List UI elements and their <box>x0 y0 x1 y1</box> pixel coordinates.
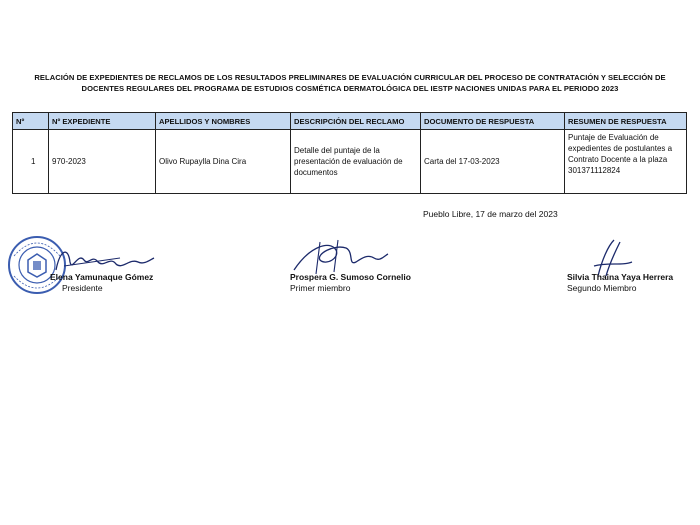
cell-documento: Carta del 17-03-2023 <box>421 130 565 194</box>
signatory-1-name: Elena Yamunaque Gómez <box>50 272 154 282</box>
table-row <box>13 130 687 194</box>
col-header-nombres: APELLIDOS Y NOMBRES <box>156 113 291 130</box>
signatory-2-role: Primer miembro <box>290 283 351 293</box>
col-header-expediente: Nº EXPEDIENTE <box>49 113 156 130</box>
cell-descripcion: Detalle del puntaje de la presentación de evaluación de documentos <box>291 130 421 194</box>
date-line: Pueblo Libre, 17 de marzo del 2023 <box>423 209 558 219</box>
col-header-resumen: RESUMEN DE RESPUESTA <box>565 113 687 130</box>
signatory-2 <box>290 272 411 294</box>
table-header-row <box>13 113 687 130</box>
signatory-3-role: Segundo Miembro <box>567 283 637 293</box>
col-header-descripcion: DESCRIPCIÓN DEL RECLAMO <box>291 113 421 130</box>
signatory-3 <box>567 272 673 294</box>
signatory-1-role: Presidente <box>62 283 103 293</box>
document-title <box>20 72 680 94</box>
cell-nombres: Olivo Rupaylla Dina Cira <box>156 130 291 194</box>
title-line-1: RELACIÓN DE EXPEDIENTES DE RECLAMOS DE LOS RESULTADOS PRELIMINARES DE EVALUACIÓN CURRICULAR DEL PROCESO DE CONTRATACIÓN Y SELECCIÓN DE <box>34 73 666 82</box>
title-line-2: DOCENTES REGULARES DEL PROGRAMA DE ESTUDIOS COSMÉTICA DERMATOLÓGICA DEL IESTP NACIONES UNIDAS PARA EL PERIODO 2023 <box>81 84 619 93</box>
signatory-1 <box>50 272 153 294</box>
cell-expediente: 970-2023 <box>49 130 156 194</box>
claims-table <box>12 112 687 194</box>
signatory-3-name: Silvia Thaina Yaya Herrera <box>567 272 674 282</box>
cell-number: 1 <box>13 130 49 194</box>
col-header-number: Nº <box>13 113 49 130</box>
col-header-documento: DOCUMENTO DE RESPUESTA <box>421 113 565 130</box>
cell-resumen: Puntaje de Evaluación de expedientes de postulantes a Contrato Docente a la plaza 301371112824 <box>565 130 687 194</box>
signatory-2-name: Prospera G. Sumoso Cornelio <box>290 272 411 282</box>
